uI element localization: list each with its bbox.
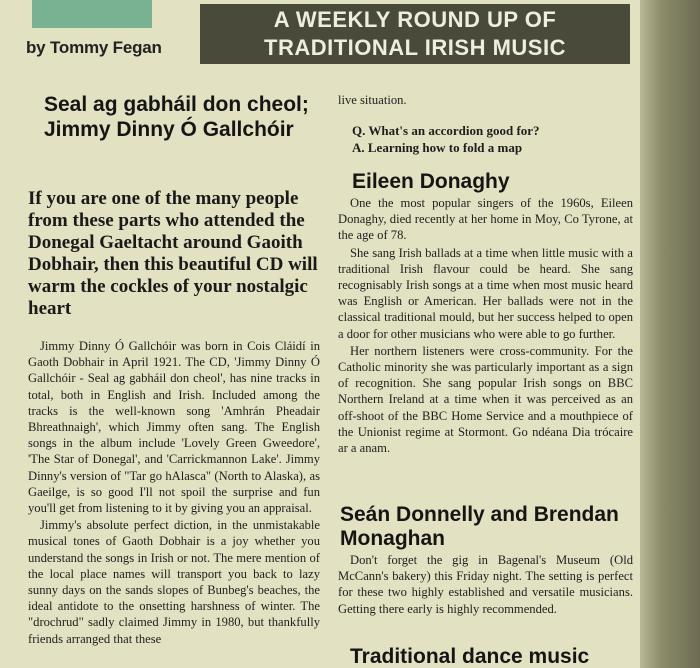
dance-heading: Traditional dance music: [350, 645, 590, 668]
green-header-tab: [32, 0, 152, 28]
eileen-paragraph: Her northern listeners were cross-community. For the Catholic minority she was particularly important as a sign of recognition. She sang popular Irish songs on BBC Northern Ireland at a time when it was perceived as an off-shoot of the BBC Home Service and a mouthpiece of the Unionist regime at Stormont. Go ndéana Dia trócaire ar a anam.: [338, 343, 633, 456]
sean-heading: Seán Donnelly and Brendan Monaghan: [340, 503, 619, 550]
article-paragraph: Jimmy Dinny Ó Gallchóir was born in Cois Cláidí in Gaoth Dobhair in April 1921. The CD, 'Jimmy Dinny Ó Gallchóir - Seal ag gabháil don cheol', has nine tracks in total, both in English and Irish. Included among the tracks is the well-known song 'Amhrán Pheadair Bhreathnaigh', which Jimmy often sang. The English songs in the album include 'Lovely Green Gweedore', 'The Star of Donegal', and 'Carrickmannon Lake'. Jimmy Dinny's version of "Tar go hAlasca" (North to Alaska), as Gaeilge, is so good I'll not spoil the surprise and fun you'll get from listening to it by giving you an appraisal.: [28, 339, 320, 516]
qa-joke: [352, 122, 622, 156]
article-standfirst: If you are one of the many people from these parts who attended the Donegal Gaeltacht around Gaoith Dobhair, then this beautiful CD will warm the cockles of your nostalgic heart: [28, 188, 318, 319]
eileen-paragraph: She sang Irish ballads at a time when little music with a traditional Irish flavour could be heard. She sang recognisably Irish songs at a time when most music heard was English or American. Her ballads were not in the classical traditional mould, but her success helped to open a door for other musicians who were able to go further.: [338, 245, 633, 341]
article-body: [28, 338, 320, 647]
qa-answer: A. Learning how to fold a map: [352, 140, 523, 155]
eileen-heading: Eileen Donaghy: [352, 170, 510, 193]
qa-question: Q. What's an accordion good for?: [352, 123, 540, 138]
continuation-text: [338, 92, 633, 108]
banner-line-2: TRADITIONAL IRISH MUSIC: [264, 35, 566, 60]
article-paragraph: Jimmy's absolute perfect diction, in the unmistakable musical tones of Gaoth Dobhair is a joy whether you understand the songs in Irish or not. The mere mention of the local place names will transport you back to lazy sunny days on the sands slopes of Bunbeg's beaches, the ideal antidote to the onsetting harshness of winter. The "drochrud" sadly claimed Jimmy in 1980, but thankfully friends arranged that these: [28, 518, 320, 646]
section-banner: [200, 4, 630, 64]
eileen-body: [338, 195, 633, 456]
page-edge-shadow: [640, 0, 700, 668]
byline: by Tommy Fegan: [26, 38, 162, 57]
banner-line-1: A WEEKLY ROUND UP OF: [273, 7, 557, 32]
sean-body: [338, 552, 633, 617]
eileen-paragraph: One the most popular singers of the 1960s, Eileen Donaghy, died recently at her home in Moy, Co Tyrone, at the age of 78.: [338, 196, 633, 243]
continuation-line: live situation.: [338, 93, 407, 107]
sean-paragraph: Don't forget the gig in Bagenal's Museum (Old McCann's bakery) this Friday night. The setting is perfect for these two highly established and versatile musicians. Getting there early is highly recommended.: [338, 553, 633, 616]
article-headline: Seal ag gabháil don cheol; Jimmy Dinny Ó Gallchóir: [44, 93, 309, 141]
